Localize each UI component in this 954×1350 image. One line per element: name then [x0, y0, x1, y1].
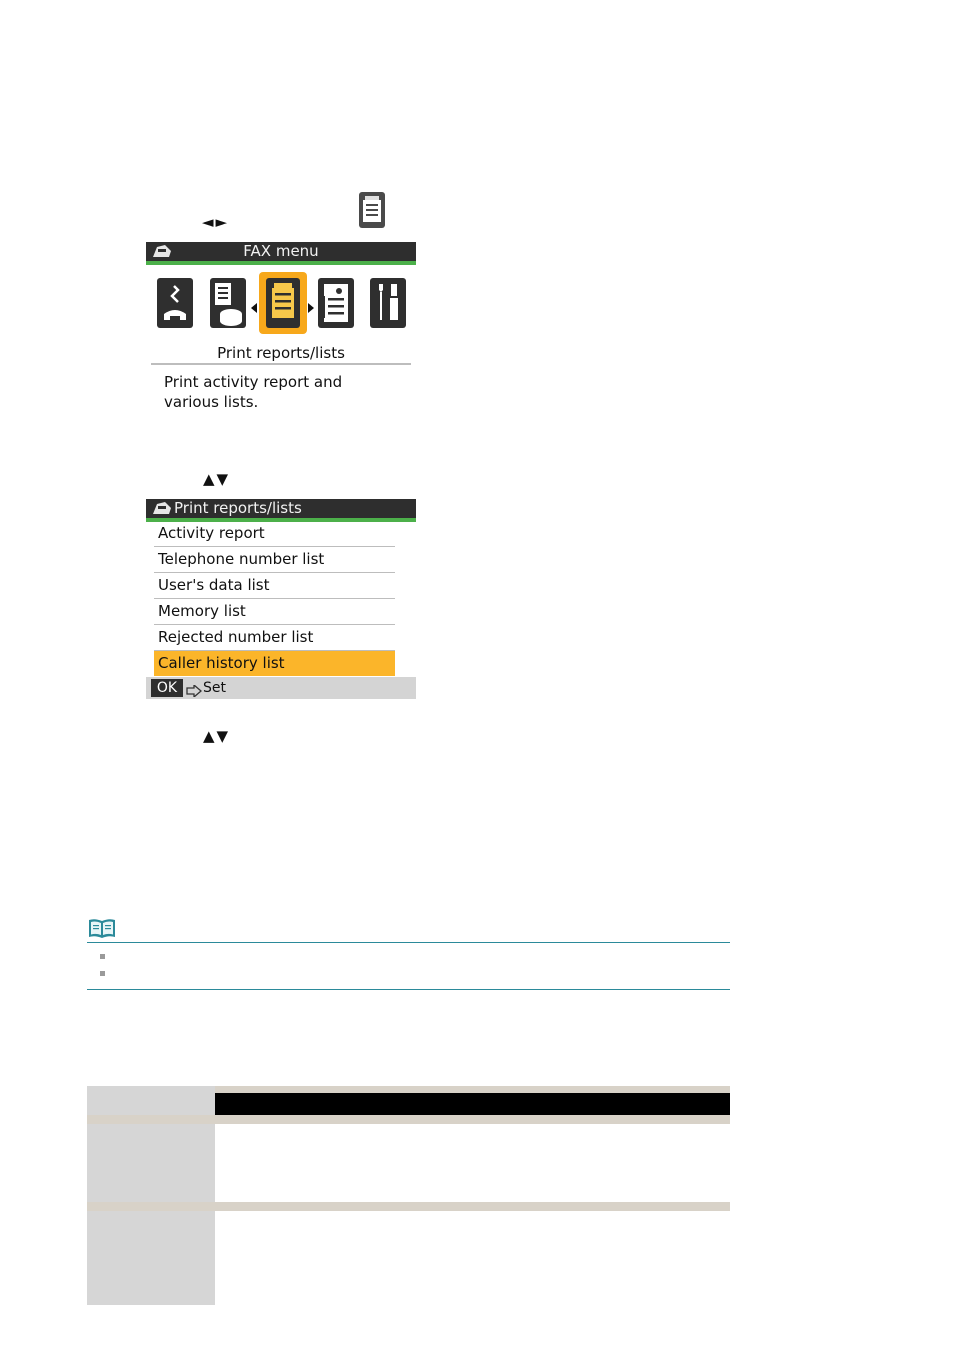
list-item-caller-history-list[interactable]: Caller history list — [154, 651, 395, 676]
fax-menu-title-bar — [146, 242, 416, 265]
note-book-icon — [87, 917, 117, 939]
up-down-arrow-hint-2: ▲▼ — [203, 727, 231, 745]
fax-menu-title: FAX menu — [243, 242, 319, 260]
left-right-arrow-hint: ◄► — [202, 213, 230, 231]
print-reports-icon — [259, 272, 307, 334]
list-item-users-data-list[interactable]: User's data list — [154, 573, 395, 599]
fax-menu-screen — [146, 242, 416, 417]
speed-dial-list-icon[interactable] — [317, 276, 355, 332]
print-reports-icon — [358, 191, 386, 229]
selected-menu-caption: Print reports/lists — [217, 344, 345, 362]
note-bottom-rule — [87, 989, 730, 990]
table-header-right-cell — [215, 1086, 730, 1115]
set-label: Set — [203, 680, 226, 696]
reports-title: Print reports/lists — [174, 499, 302, 517]
note-bullet-2 — [100, 971, 105, 976]
list-item-rejected-number-list[interactable]: Rejected number list — [154, 625, 395, 651]
table-row-separator-2 — [87, 1202, 730, 1211]
fax-settings-tools-icon[interactable] — [369, 276, 407, 332]
fax-handset-icon[interactable] — [156, 276, 194, 332]
reports-footer-bar — [146, 677, 416, 699]
list-item-telephone-number-list[interactable]: Telephone number list — [154, 547, 395, 573]
ok-button[interactable]: OK — [151, 679, 183, 697]
caption-divider — [151, 363, 411, 365]
note-bullet-1 — [100, 954, 105, 959]
reports-title-bar — [146, 499, 416, 522]
note-top-rule — [87, 942, 730, 943]
chevron-left-icon — [251, 298, 257, 317]
print-reports-menu-item[interactable] — [259, 272, 307, 334]
up-down-arrow-hint: ▲▼ — [203, 470, 231, 488]
arrow-right-icon — [186, 682, 202, 704]
table-row-1-label-cell — [87, 1124, 215, 1202]
menu-description-line2: various lists. — [164, 393, 259, 411]
table-row-2-label-cell — [87, 1211, 215, 1305]
memory-storage-icon[interactable] — [209, 276, 247, 332]
reports-list-screen — [146, 499, 416, 701]
fax-machine-icon — [151, 500, 173, 521]
list-item-activity-report[interactable]: Activity report — [154, 521, 395, 547]
menu-description-line1: Print activity report and — [164, 373, 343, 391]
table-header-left-cell — [87, 1086, 215, 1115]
list-item-memory-list[interactable]: Memory list — [154, 599, 395, 625]
table-header-bar — [215, 1093, 730, 1115]
chevron-right-icon — [308, 298, 314, 317]
table-row-separator-1 — [87, 1115, 730, 1124]
